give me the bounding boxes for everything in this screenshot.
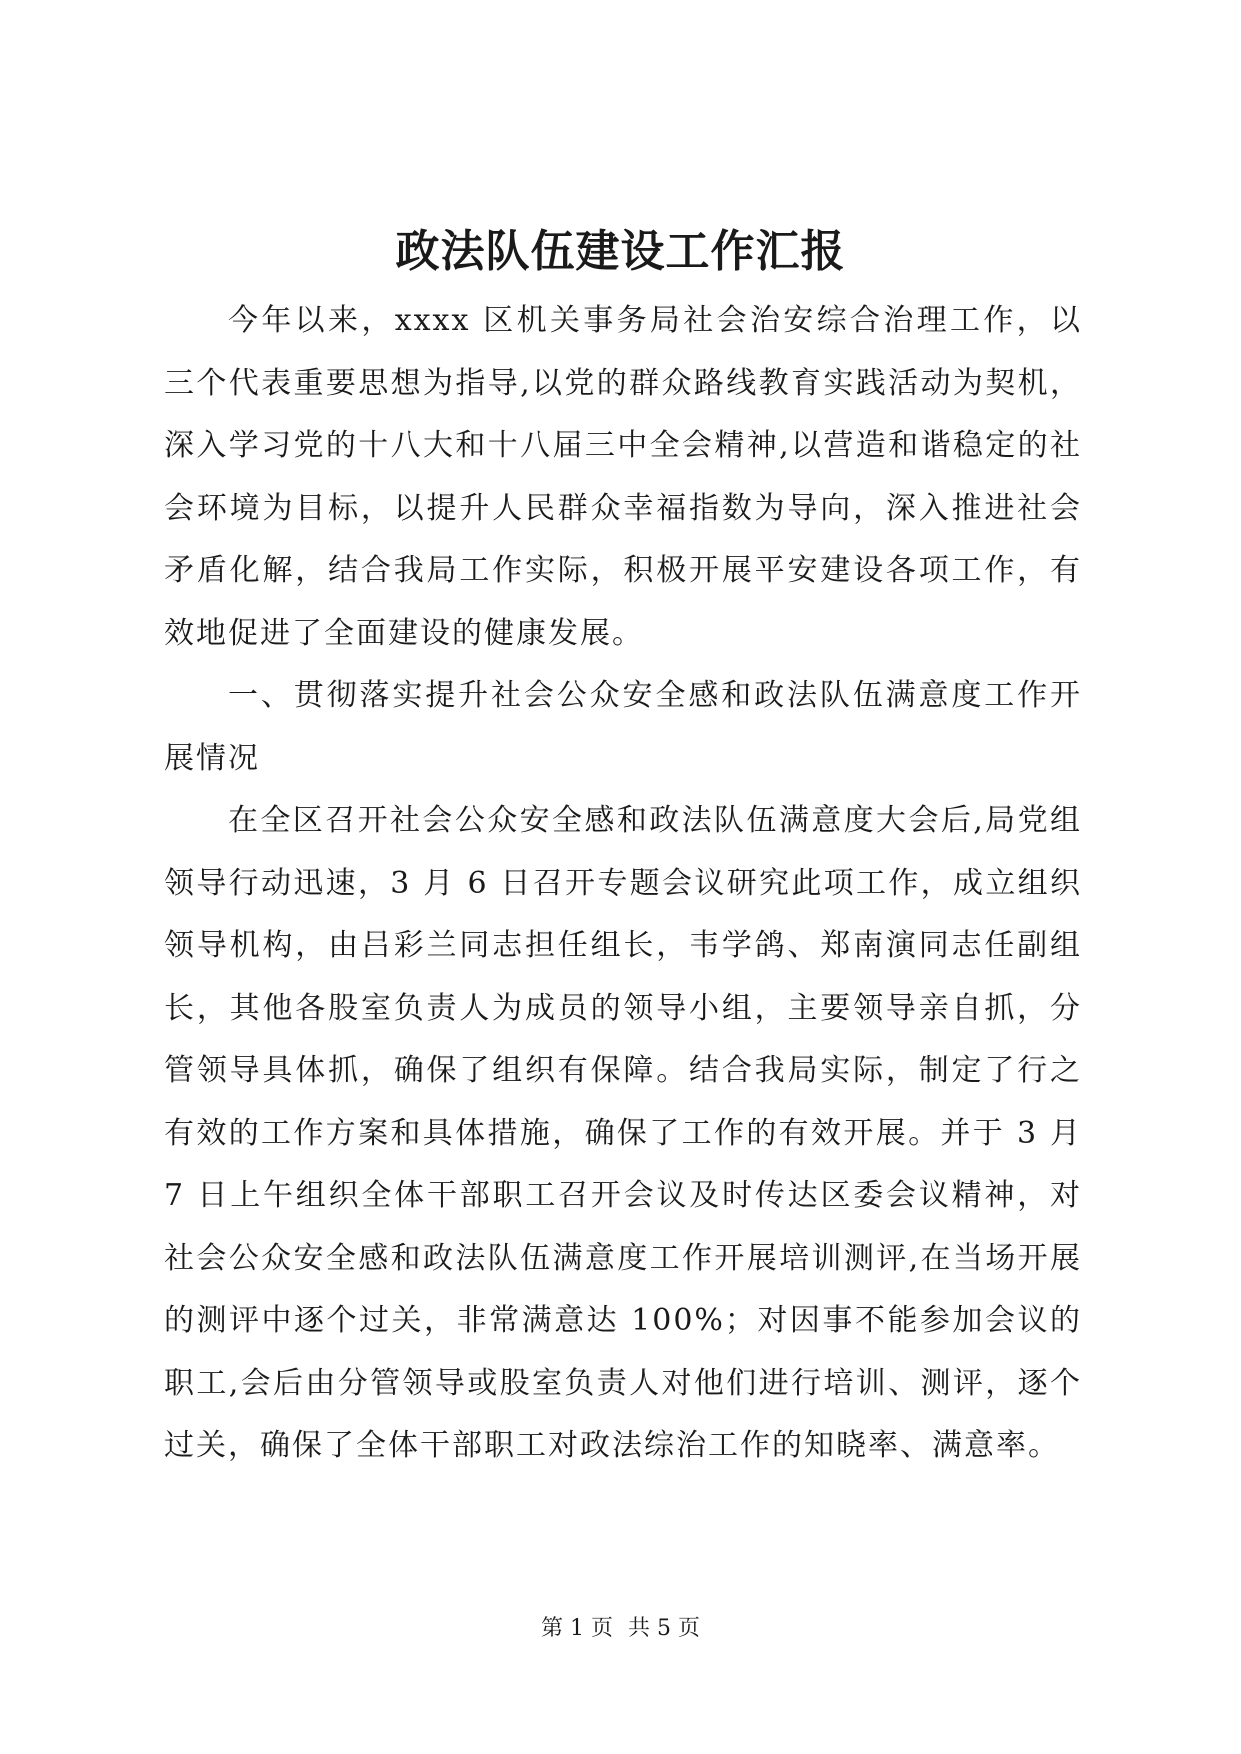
document-title: 政法队伍建设工作汇报 xyxy=(395,226,846,277)
section-heading-1: 一、贯彻落实提升社会公众安全感和政法队伍满意度工作开展情况 xyxy=(164,678,1082,776)
paragraph-intro: 今年以来，xxxx 区机关事务局社会治安综合治理工作，以三个代表重要思想为指导,以党的群众路线教育实践活动为契机，深入学习党的十八大和十八届三中全会精神,以营造和谐稳定的社会环境为目标，以提升人民群众幸福指数为导向，深入推进社会矛盾化解，结合我局工作实际，积极开展平安建设各项工作，有效地促进了全面建设的健康发展。 xyxy=(164,303,1082,651)
page-footer xyxy=(0,1614,1241,1644)
page-number: 第 1 页 xyxy=(541,1616,613,1641)
paragraph-section-1: 在全区召开社会公众安全感和政法队伍满意度大会后,局党组领导行动迅速，3 月 6 日召开专题会议研究此项工作，成立组织领导机构，由吕彩兰同志担任组长，韦学鸽、郑南演同志任副组长，其他各股室负责人为成员的领导小组，主要领导亲自抓，分管领导具体抓，确保了组织有保障。结合我局实际，制定了行之有效的工作方案和具体措施，确保了工作的有效开展。并于 3 月 7 日上午组织全体干部职工召开会议及时传达区委会议精神，对社会公众安全感和政法队伍满意度工作开展培训测评,在当场开展的测评中逐个过关，非常满意达 100%；对因事不能参加会议的职工,会后由分管领导或股室负责人对他们进行培训、测评，逐个过关，确保了全体干部职工对政法综治工作的知晓率、满意率。 xyxy=(164,803,1082,1463)
page-total: 共 5 页 xyxy=(628,1616,700,1641)
document-body xyxy=(164,290,1082,1478)
